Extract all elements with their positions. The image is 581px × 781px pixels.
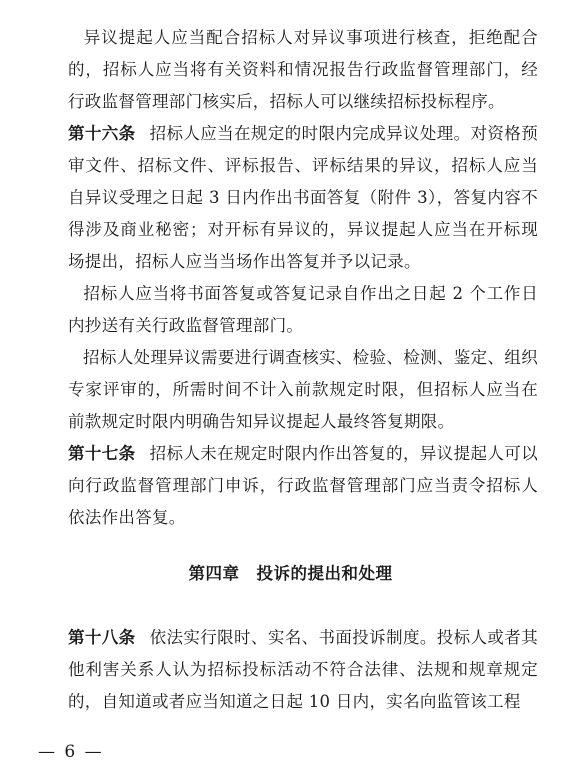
paragraph-investigation-time — [68, 342, 538, 438]
article-17 — [68, 438, 538, 534]
article-18-label: 第十八条 — [68, 628, 136, 647]
article-17-text: 招标人未在规定时限内作出答复的，异议提起人可以向行政监督管理部门申诉，行政监督管理部门应当责令招标人依法作出答复。 — [68, 444, 539, 527]
article-16 — [68, 118, 538, 278]
paragraph-copy-to-authority — [68, 278, 538, 342]
paragraph-text: 招标人处理异议需要进行调查核实、检验、检测、鉴定、组织专家评审的，所需时间不计入前款规定时限，但招标人应当在前款规定时限内明确告知异议提起人最终答复期限。 — [68, 348, 538, 431]
article-16-label: 第十六条 — [68, 124, 136, 143]
paragraph-text: 招标人应当将书面答复或答复记录自作出之日起 2 个工作日内抄送有关行政监督管理部门。 — [68, 284, 538, 335]
article-18-text: 依法实行限时、实名、书面投诉制度。投标人或者其他利害关系人认为招标投标活动不符合法律、法规和规章规定的，自知道或者应当知道之日起 10 日内，实名向监管该工程 — [68, 628, 539, 711]
paragraph-objection-cooperation — [68, 22, 538, 118]
article-17-label: 第十七条 — [68, 444, 136, 463]
page-number: — 6 — — [38, 742, 104, 762]
paragraph-text: 异议提起人应当配合招标人对异议事项进行核查，拒绝配合的，招标人应当将有关资料和情况报告行政监督管理部门，经行政监督管理部门核实后，招标人可以继续招标投标程序。 — [68, 28, 538, 111]
article-18 — [68, 622, 538, 718]
article-16-text: 招标人应当在规定的时限内完成异议处理。对资格预审文件、招标文件、评标报告、评标结果的异议，招标人应当自异议受理之日起 3 日内作出书面答复（附件 3），答复内容不得涉及商业秘密；对开标有异议的，异议提起人应当在开标现场提出，招标人应当当场作出答复并予以记录。 — [68, 124, 539, 271]
chapter-heading: 第四章 投诉的提出和处理 — [188, 564, 393, 583]
